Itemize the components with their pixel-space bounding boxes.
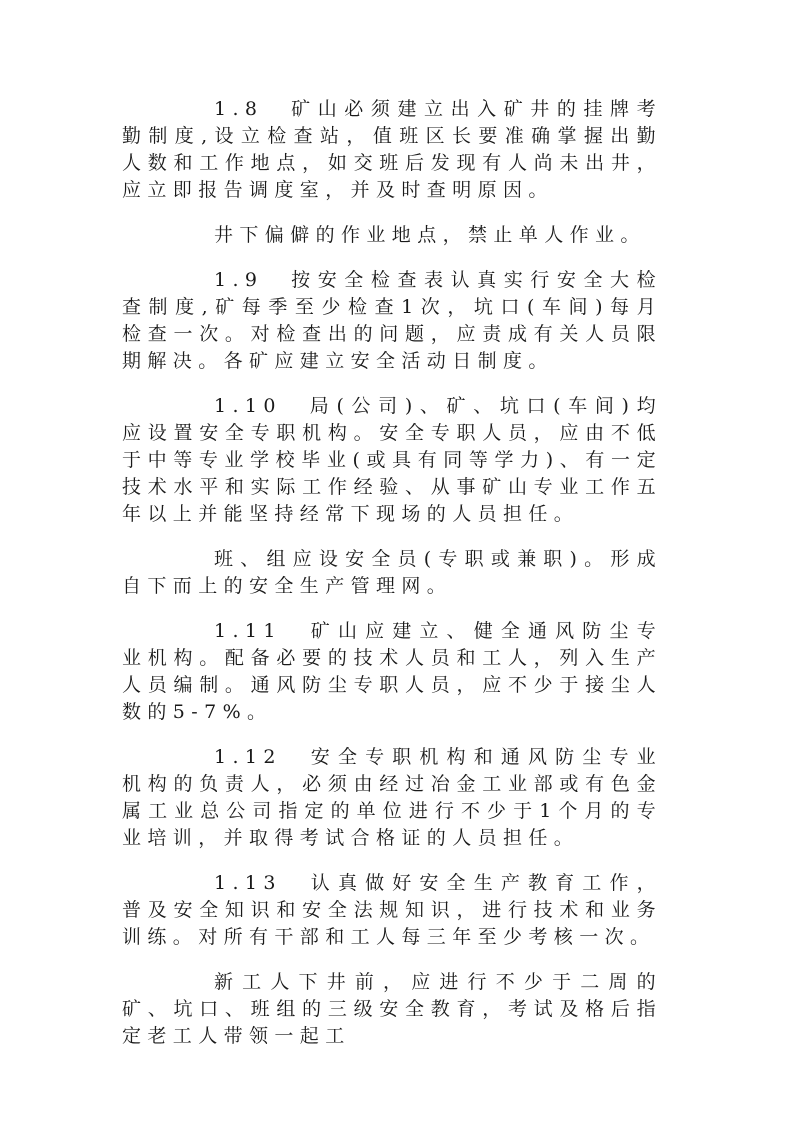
paragraph-1-12: 1.12 安全专职机构和通风防尘专业机构的负责人，必须由经过冶金工业部或有色金属工业总公司指定的单位进行不少于1个月的专业培训，并取得考试合格证的人员担任。 bbox=[122, 746, 662, 849]
paragraph-new-worker-training: 新工人下井前，应进行不少于二周的矿、坑口、班组的三级安全教育，考试及格后指定老工人带领一起工 bbox=[122, 971, 662, 1047]
paragraph-1-10: 1.10 局(公司)、矿、坑口(车间)均应设置安全专职机构。安全专职人员，应由不低于中等专业学校毕业(或具有同等学力)、有一定技术水平和实际工作经验、从事矿山专业工作五年以上并能坚持经常下现场的人员担任。 bbox=[122, 395, 662, 525]
document-page bbox=[122, 96, 662, 1068]
paragraph-1-8: 1.8 矿山必须建立出入矿井的挂牌考勤制度,设立检查站，值班区长要准确掌握出勤人数和工作地点，如交班后发现有人尚未出井，应立即报告调度室，并及时查明原因。 bbox=[122, 98, 662, 201]
paragraph-1-13: 1.13 认真做好安全生产教育工作，普及安全知识和安全法规知识，进行技术和业务训练。对所有干部和工人每三年至少考核一次。 bbox=[122, 872, 662, 948]
paragraph-1-9: 1.9 按安全检查表认真实行安全大检查制度,矿每季至少检查1次，坑口(车间)每月检查一次。对检查出的问题，应责成有关人员限期解决。各矿应建立安全活动日制度。 bbox=[122, 269, 662, 372]
paragraph-solo-work-ban: 井下偏僻的作业地点，禁止单人作业。 bbox=[214, 224, 646, 246]
paragraph-safety-officer: 班、组应设安全员(专职或兼职)。形成自下而上的安全生产管理网。 bbox=[122, 548, 662, 597]
paragraph-1-11: 1.11 矿山应建立、健全通风防尘专业机构。配备必要的技术人员和工人，列入生产人员编制。通风防尘专职人员，应不少于接尘人数的5-7%。 bbox=[122, 620, 662, 723]
